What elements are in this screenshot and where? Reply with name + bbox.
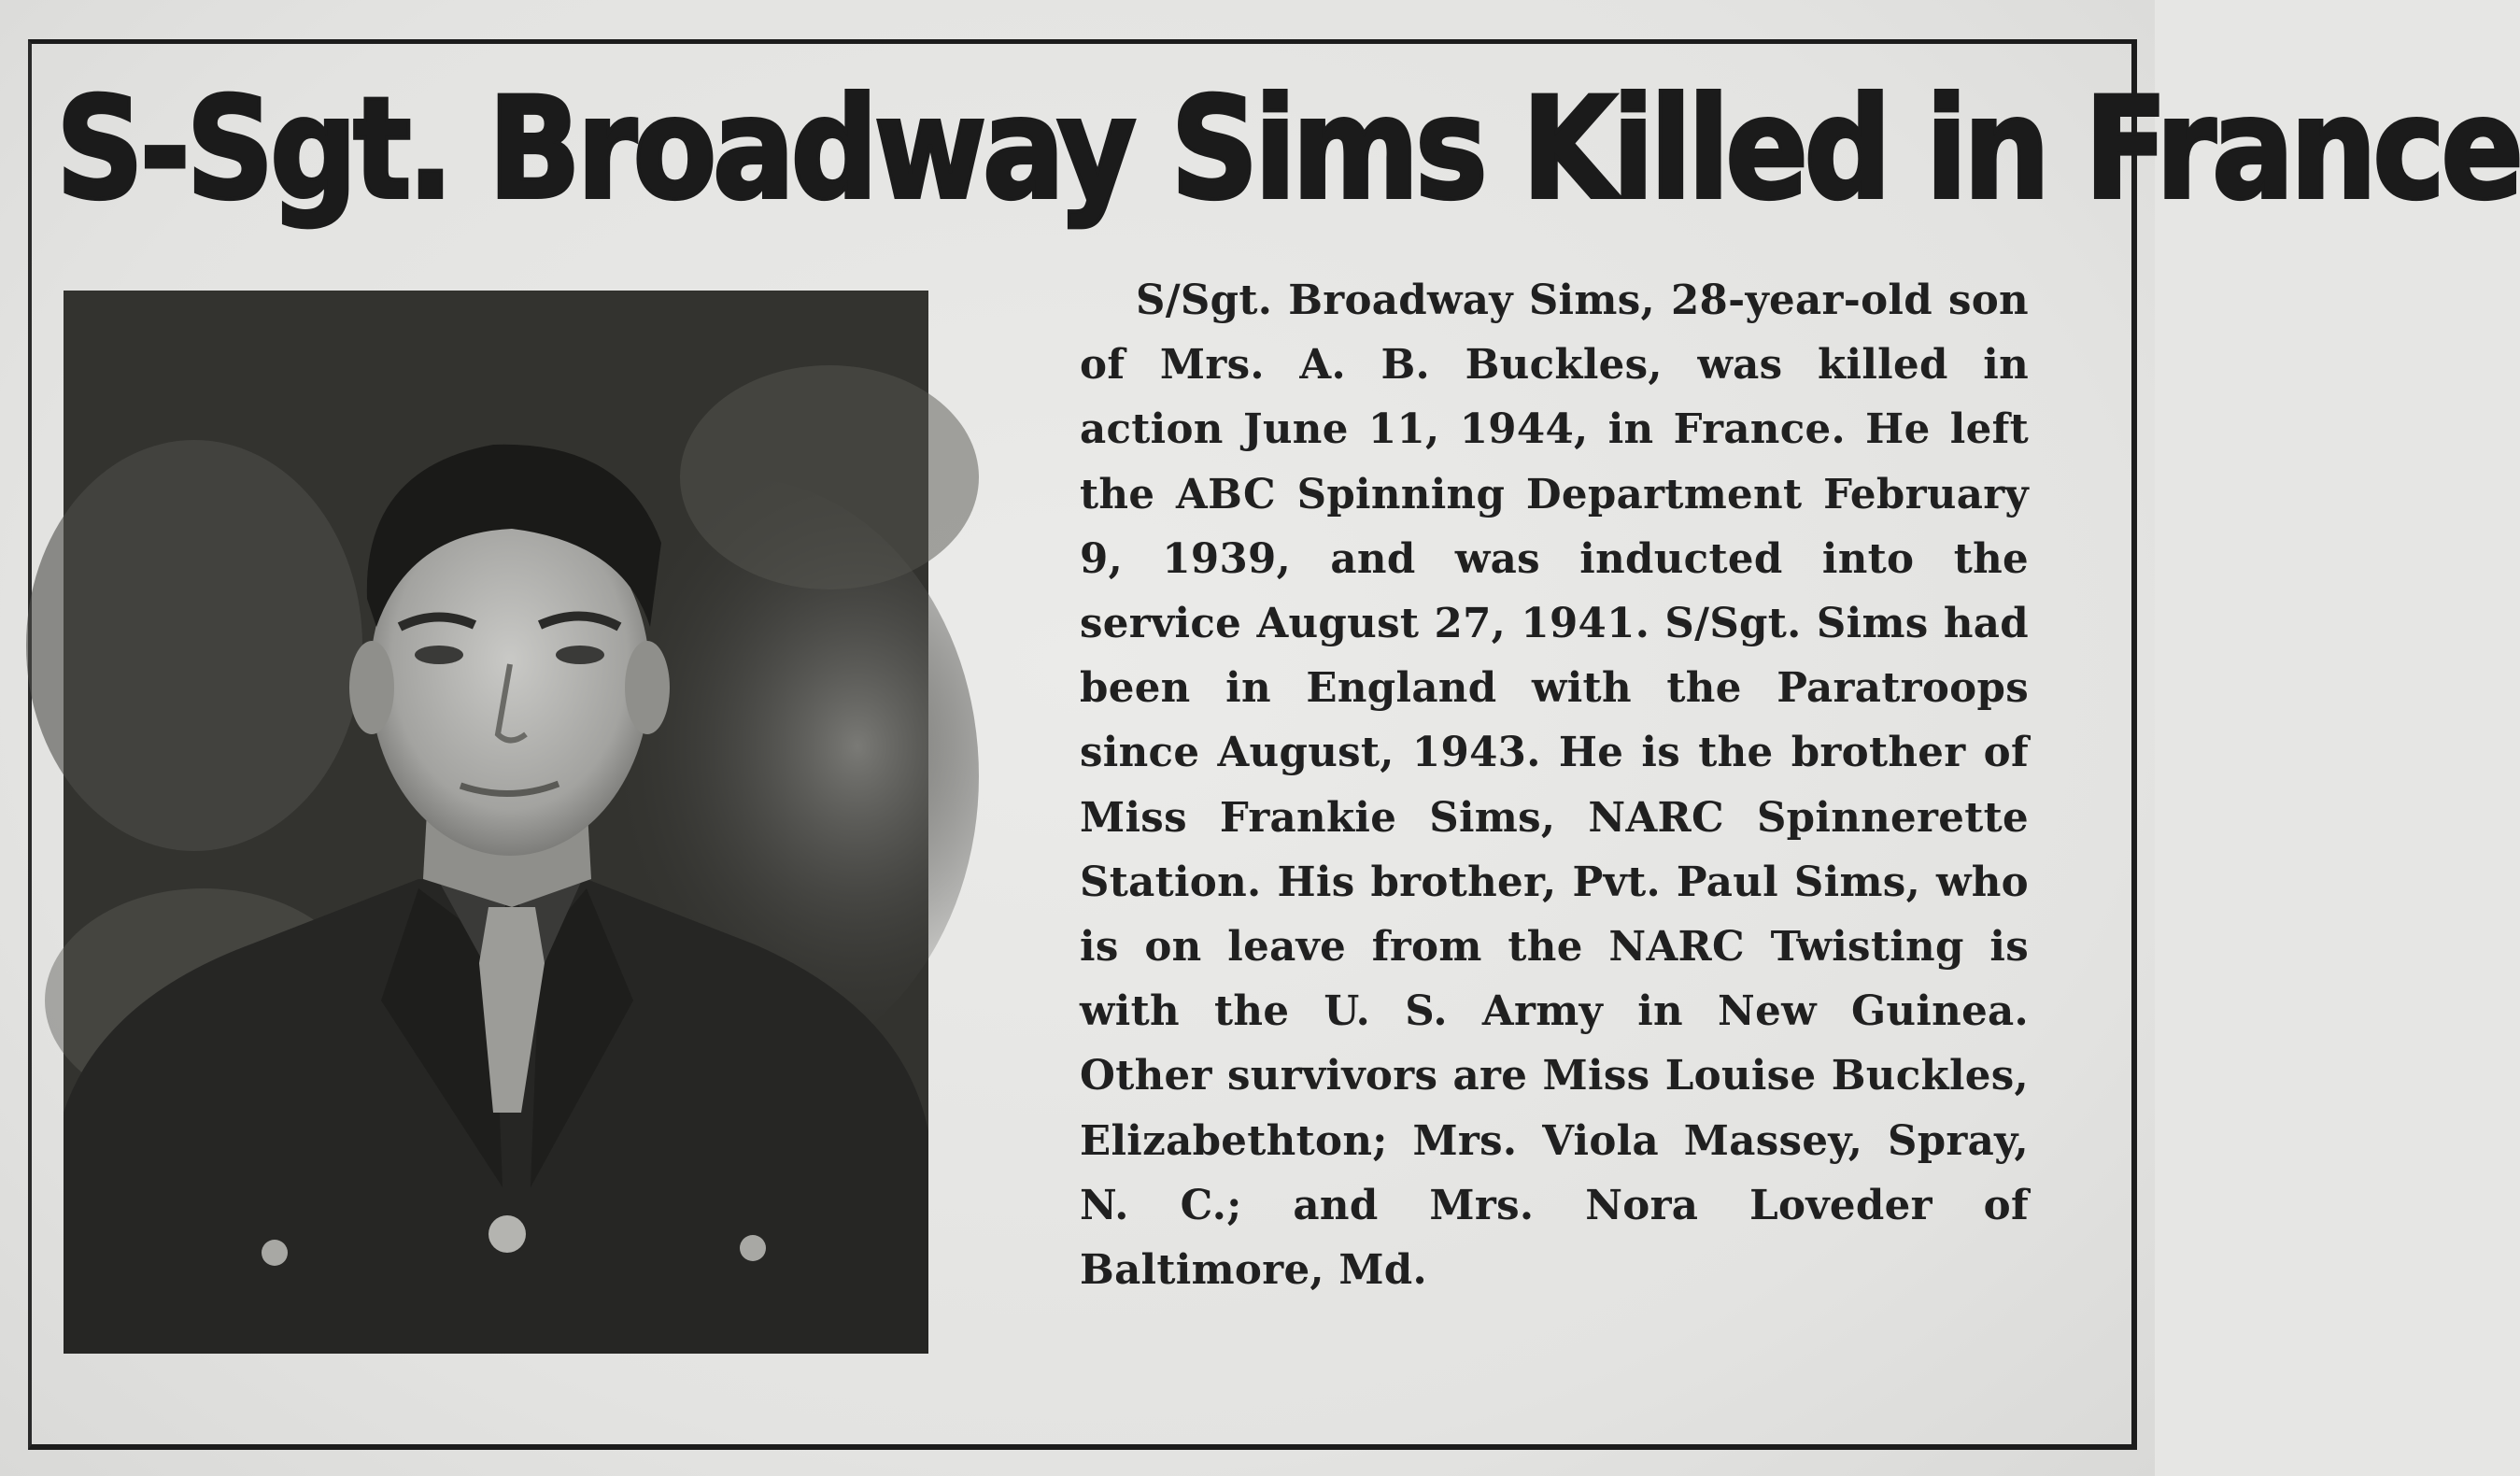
- article-body: S/Sgt. Broadway Sims, 28-year-old son of Mrs. A. B. Buckles, was killed in action June 11, 1944, in France. He left the ABC Spinning Department February 9, 1939, and was inducted into the service August 27, 1941. S/Sgt. Sims had been in England with the Paratroops since August, 1943. He is the brother of Miss Frankie Sims, NARC Spinnerette Station. His brother, Pvt. Paul Sims, who is on leave from the NARC Twisting is with the U. S. Army in New Guinea. Other survivors are Miss Louise Buckles, Elizabethton; Mrs. Viola Massey, Spray, N. C.; and Mrs. Nora Loveder of Baltimore, Md.: [1080, 277, 2029, 1295]
- portrait-illustration: [64, 291, 928, 1354]
- portrait-photo: [64, 291, 928, 1354]
- headline: S-Sgt. Broadway Sims Killed in France: [56, 68, 2520, 231]
